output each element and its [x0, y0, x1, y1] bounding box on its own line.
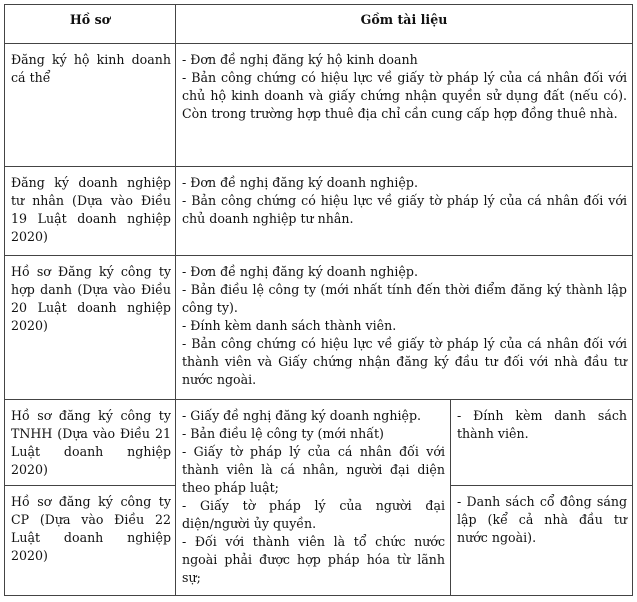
doc-item: - Giấy tờ pháp lý của cá nhân đối với thành viên là cá nhân, người đại diện theo pháp luật; [182, 444, 445, 495]
doc-item: - Bản điều lệ công ty (mới nhất tính đến thời điểm đăng ký thành lập công ty). [182, 282, 627, 315]
table-row [5, 44, 633, 167]
doc-item: - Giấy tờ pháp lý của người đại diện/người ủy quyền. [182, 498, 445, 531]
row-name: Hồ sơ đăng ký công ty CP (Dựa vào Điều 22 Luật doanh nghiệp 2020) [5, 486, 176, 596]
row-name: Đăng ký doanh nghiệp tư nhân (Dựa vào Điều 19 Luật doanh nghiệp 2020) [5, 167, 176, 256]
doc-item: - Đơn đề nghị đăng ký doanh nghiệp. [182, 175, 418, 190]
shared-docs [176, 400, 451, 596]
extra-docs: - Đính kèm danh sách thành viên. [451, 400, 633, 486]
doc-item: - Bản công chứng có hiệu lực về giấy tờ pháp lý của cá nhân đối với chủ doanh nghiệp tư nhân. [182, 193, 627, 226]
row-docs [176, 256, 633, 400]
row-name: Đăng ký hộ kinh doanh cá thể [5, 44, 176, 167]
header-gom-tai-lieu: Gồm tài liệu [176, 5, 633, 44]
header-ho-so: Hồ sơ [5, 5, 176, 44]
doc-item: - Giấy đề nghị đăng ký doanh nghiệp. [182, 408, 422, 423]
doc-item: - Đối với thành viên là tổ chức nước ngoài phải được hợp pháp hóa từ lãnh sự; [182, 534, 445, 585]
documents-table [4, 4, 633, 596]
header-row [5, 5, 633, 44]
table-row [5, 400, 633, 486]
extra-docs: - Danh sách cổ đông sáng lập (kể cả nhà đầu tư nước ngoài). [451, 486, 633, 596]
doc-item: - Đính kèm danh sách thành viên. [182, 318, 397, 333]
table-row [5, 256, 633, 400]
row-docs [176, 44, 633, 167]
doc-item: - Bản công chứng có hiệu lực về giấy tờ pháp lý của cá nhân đối với chủ hộ kinh doanh và giấy chứng nhận quyền sử dụng đất (nếu có). Còn trong trường hợp thuê địa chỉ cần cung cấp hợp đồng thuê nhà. [182, 70, 627, 121]
row-name: Hồ sơ đăng ký công ty TNHH (Dựa vào Điều 21 Luật doanh nghiệp 2020) [5, 400, 176, 486]
doc-item: - Bản công chứng có hiệu lực về giấy tờ pháp lý của cá nhân đối với thành viên và Giấy chứng nhận đăng ký đầu tư đối với nhà đầu tư nước ngoài. [182, 336, 627, 387]
doc-item: - Đơn đề nghị đăng ký doanh nghiệp. [182, 264, 418, 279]
row-name: Hồ sơ Đăng ký công ty hợp danh (Dựa vào Điều 20 Luật doanh nghiệp 2020) [5, 256, 176, 400]
doc-item: - Đơn đề nghị đăng ký hộ kinh doanh [182, 52, 418, 67]
table-row [5, 167, 633, 256]
doc-item: - Bản điều lệ công ty (mới nhất) [182, 426, 384, 441]
row-docs [176, 167, 633, 256]
